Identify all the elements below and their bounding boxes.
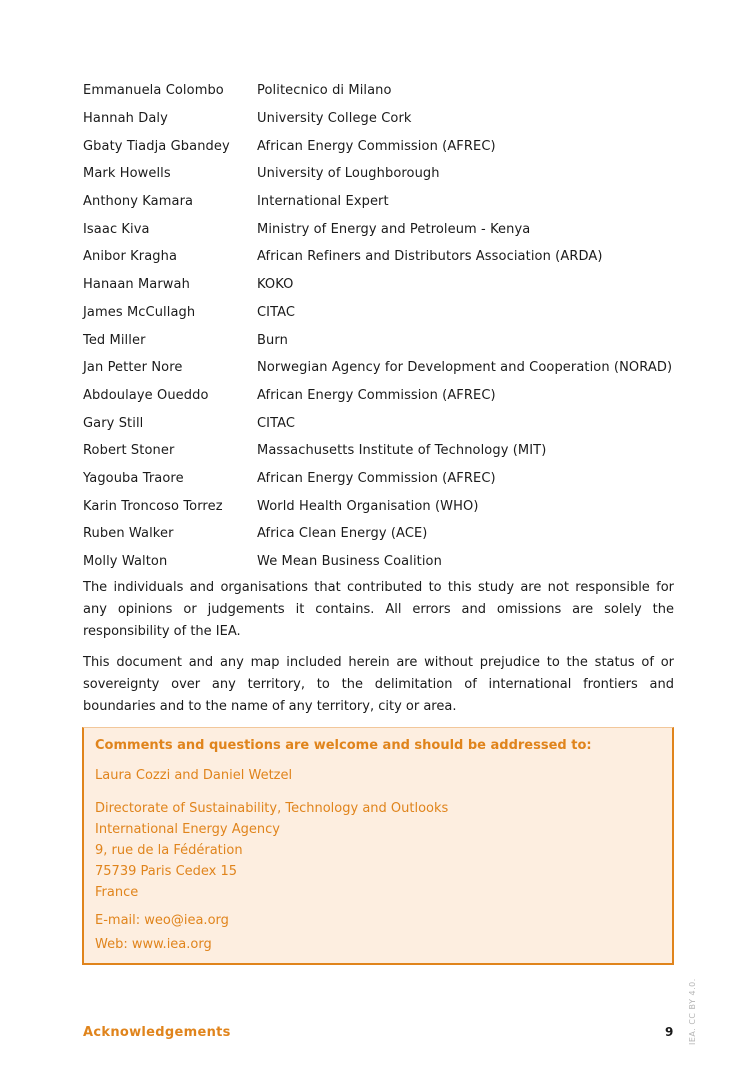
address-line: 75739 Paris Cedex 15	[95, 864, 238, 879]
contributor-organisation: International Expert	[257, 194, 389, 210]
contributor-organisation: CITAC	[257, 415, 296, 431]
contributor-organisation: Ministry of Energy and Petroleum - Kenya	[257, 221, 531, 237]
address-line: International Energy Agency	[95, 822, 280, 837]
contributor-row	[83, 160, 683, 188]
contributor-name: Hanaan Marwah	[83, 277, 190, 293]
contributor-name: Molly Walton	[83, 554, 168, 570]
contributor-name: Karin Troncoso Torrez	[83, 498, 223, 514]
contributor-organisation: World Health Organisation (WHO)	[257, 498, 479, 514]
contributor-organisation: African Energy Commission (AFREC)	[257, 470, 496, 486]
license-notice: IEA. CC BY 4.0.	[688, 978, 697, 1045]
contact-names: Laura Cozzi and Daniel Wetzel	[95, 768, 293, 783]
contributor-row	[83, 326, 683, 354]
contributor-organisation: University of Loughborough	[257, 166, 440, 182]
contact-heading: Comments and questions are welcome and should be addressed to:	[95, 738, 592, 753]
contributor-organisation: Massachusetts Institute of Technology (MIT)	[257, 443, 547, 459]
contributor-row	[83, 243, 683, 271]
contributor-name: Emmanuela Colombo	[83, 83, 224, 99]
contributor-row	[83, 437, 683, 465]
address-line: France	[95, 885, 139, 900]
contributor-name: Ruben Walker	[83, 526, 174, 542]
contributor-row	[83, 105, 683, 133]
contributor-name: Robert Stoner	[83, 443, 175, 459]
contributor-name: Isaac Kiva	[83, 221, 150, 237]
address-line: 9, rue de la Fédération	[95, 843, 243, 858]
contact-address	[95, 798, 448, 903]
contributor-name: James McCullagh	[83, 304, 196, 320]
contributor-organisation: We Mean Business Coalition	[257, 554, 442, 570]
contributor-row	[83, 77, 683, 105]
contributor-name: Gary Still	[83, 415, 144, 431]
page-number: 9	[665, 1025, 674, 1039]
contact-web: Web: www.iea.org	[95, 937, 212, 952]
contributor-name: Abdoulaye Oueddo	[83, 387, 209, 403]
contact-box	[82, 727, 674, 965]
footer-section-title: Acknowledgements	[83, 1025, 231, 1040]
contributor-row	[83, 492, 683, 520]
contributors-list	[83, 77, 683, 575]
contributor-organisation: African Energy Commission (AFREC)	[257, 387, 496, 403]
contributor-organisation: Politecnico di Milano	[257, 83, 392, 99]
contributor-organisation: African Energy Commission (AFREC)	[257, 138, 496, 154]
contact-email: E-mail: weo@iea.org	[95, 913, 229, 928]
contributor-name: Mark Howells	[83, 166, 171, 182]
contributor-name: Anibor Kragha	[83, 249, 178, 265]
contributor-row	[83, 382, 683, 410]
contributor-row	[83, 188, 683, 216]
contributor-row	[83, 465, 683, 493]
contributor-organisation: KOKO	[257, 277, 294, 293]
contributor-name: Gbaty Tiadja Gbandey	[83, 138, 230, 154]
contributor-organisation: University College Cork	[257, 111, 412, 127]
contributor-name: Jan Petter Nore	[83, 360, 183, 376]
contributor-organisation: African Refiners and Distributors Association (ARDA)	[257, 249, 603, 265]
contributor-organisation: Norwegian Agency for Development and Cooperation (NORAD)	[257, 360, 673, 376]
contributor-row	[83, 548, 683, 576]
contributor-row	[83, 520, 683, 548]
contributor-row	[83, 132, 683, 160]
contributor-row	[83, 409, 683, 437]
disclaimer-paragraph: The individuals and organisations that contributed to this study are not responsible for any opinions or judgements it contains. All errors and omissions are solely the responsibility of the IEA.	[83, 580, 674, 639]
address-line: Directorate of Sustainability, Technology and Outlooks	[95, 801, 449, 816]
contributor-name: Yagouba Traore	[83, 470, 184, 486]
territory-notice-paragraph: This document and any map included herein are without prejudice to the status of or sovereignty over any territory, to the delimitation of international frontiers and boundaries and to the name of any territory, city or area.	[83, 655, 674, 714]
contributor-row	[83, 271, 683, 299]
contributor-organisation: CITAC	[257, 304, 296, 320]
contributor-row	[83, 299, 683, 327]
contributor-name: Anthony Kamara	[83, 194, 194, 210]
contributor-name: Hannah Daly	[83, 111, 168, 127]
contributor-name: Ted Miller	[83, 332, 146, 348]
contributor-organisation: Africa Clean Energy (ACE)	[257, 526, 428, 542]
contributor-row	[83, 215, 683, 243]
contributor-organisation: Burn	[257, 332, 288, 348]
contributor-row	[83, 354, 683, 382]
